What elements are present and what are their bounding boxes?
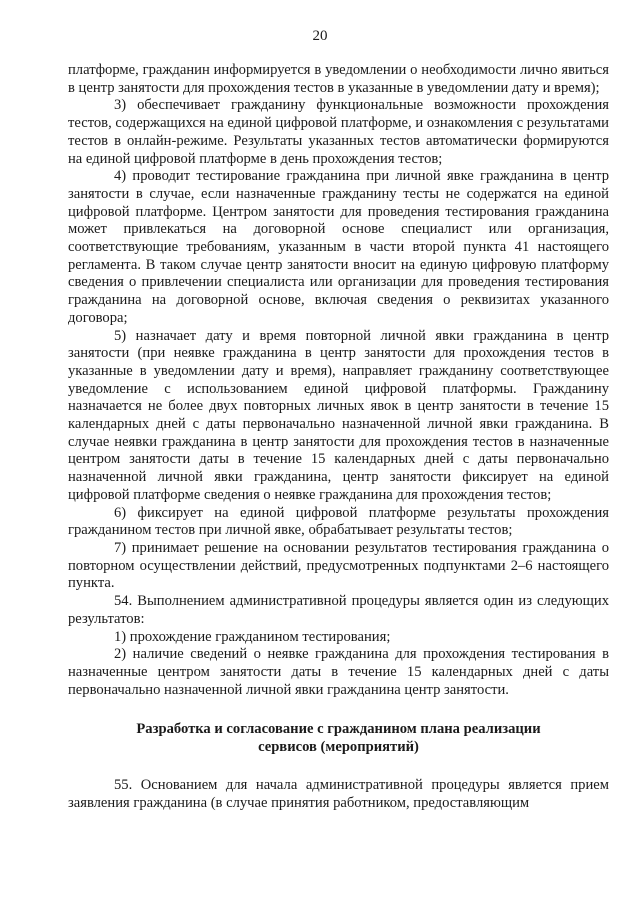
- document-body: [68, 62, 609, 813]
- paragraph-item-4: 4) проводит тестирование гражданина при личной явке гражданина в центр занятости в случае, если назначенные гражданину тесты не содержатся на единой цифровой платформе. Центром занятости для проведения тестирования гражданина может привлекаться на договорной основе специалист или организация, соответствующие требованиям, указанным в части второй пункта 41 настоящего регламента. В таком случае центр занятости вносит на единую цифровую платформу сведения о привлечении специалиста или организации для проведения тестирования гражданина на договорной основе, включая сведения о реквизитах указанного договора;: [68, 168, 609, 326]
- paragraph-item-5: 5) назначает дату и время повторной личной явки гражданина в центр занятости (при неявке гражданина в центр занятости для прохождения тестов в указанные в уведомлении дату и время), направляет гражданину соответствующее уведомление с использованием единой цифровой платформы. Гражданину назначается не более двух повторных личных явок в центр занятости в течение 15 календарных дней с даты первоначально назначенной личной явки гражданина. В случае неявки гражданина в центр занятости для прохождения тестов в назначенные центром занятости даты в течение 15 календарных дней с даты первоначально назначенной личной явки гражданина, центр занятости фиксирует на единой цифровой платформе сведения о неявке гражданина для прохождения тестов;: [68, 327, 609, 503]
- page-number: 20: [312, 28, 328, 44]
- paragraph-result-2: 2) наличие сведений о неявке гражданина для прохождения тестирования в назначенные центром занятости даты в течение 15 календарных дней с даты первоначально назначенной личной явки гражданина центр занятости.: [68, 646, 609, 698]
- paragraph-clause-55: 55. Основанием для начала административной процедуры является прием заявления гражданина (в случае принятия работником, предоставляющим: [68, 777, 609, 812]
- paragraph-item-7: 7) принимает решение на основании результатов тестирования гражданина о повторном осуществлении действий, предусмотренных подпунктами 2–6 настоящего пункта.: [68, 539, 609, 592]
- section-heading-line-2: сервисов (мероприятий): [258, 739, 419, 756]
- paragraph-result-1: 1) прохождение гражданином тестирования;: [114, 628, 391, 645]
- section-heading: [68, 720, 609, 756]
- paragraph-continuation: платформе, гражданин информируется в уведомлении о необходимости лично явиться в центр занятости для прохождения тестов в указанные в уведомлении дату и время);: [68, 62, 609, 96]
- section-heading-line-1: Разработка и согласование с гражданином плана реализации: [136, 721, 541, 738]
- paragraph-item-3: 3) обеспечивает гражданину функциональные возможности прохождения тестов, содержащихся на единой цифровой платформе, и ознакомления с результатами тестов в онлайн-режиме. Результаты указанных тестов автоматически формируются на единой цифровой платформе в день прохождения тестов;: [68, 97, 609, 167]
- paragraph-clause-54: 54. Выполнением административной процедуры является один из следующих результатов:: [68, 593, 609, 627]
- paragraph-item-6: 6) фиксирует на единой цифровой платформе результаты прохождения гражданином тестов при личной явке, обрабатывает результаты тестов;: [68, 504, 609, 539]
